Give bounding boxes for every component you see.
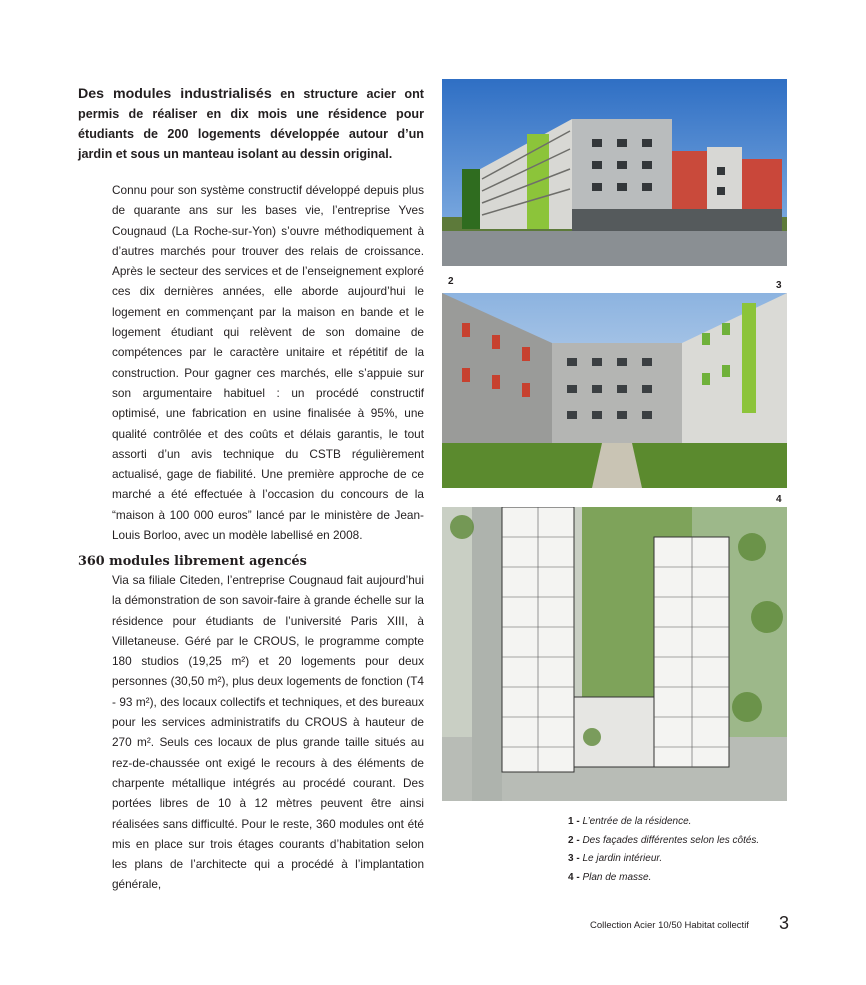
intro-paragraph [78,84,424,164]
caption-2: 2 - Des façades différentes selon les côtés. [568,834,760,846]
photo-residence-entrance [442,79,787,266]
figure-number-4: 4 [776,494,782,505]
section-heading: 360 modules librement agencés [78,554,307,569]
intro-lead: Des modules industrialisés [78,86,272,102]
body-paragraph-1: Connu pour son système constructif développé depuis plus de quarante ans sur les bases vie, l’entreprise Yves Cougnaud (La Roche-sur-Yon) s’ouvre méthodiquement à d’autres marchés pour trouver des relais de croissance. Après le secteur des services et de l’enseignement exploré ces dix dernières années, elle aborde aujourd’hui le logement en commençant par la maison en bande et le logement étudiant qui relèvent de son domaine de compétences par le caractère unitaire et répétitif de la construction. Pour gagner ces marchés, elle s’appuie sur son argumentaire habituel : un procédé constructif optimisé, une fabrication en usine finalisée à 95%, une qualité contrôlée et des coûts et délais garantis, le tout assorti d’un avis technique du CSTB régulièrement actualisé, gage de fiabilité. Une première approche de ce marché a été effectuée à l’occasion du concours de la “maison à 100 000 euros” lancé par le ministère de Jean-Louis Borloo, avec un modèle labellisé en 2008. [112,183,424,543]
site-plan-image [442,507,787,801]
page-number: 3 [779,913,790,933]
caption-4: 4 - Plan de masse. [568,871,652,883]
footer-collection: Collection Acier 10/50 Habitat collectif [590,920,749,931]
caption-1: 1 - L’entrée de la résidence. [568,816,692,827]
body-paragraph-2: Via sa filiale Citeden, l’entreprise Cougnaud fait aujourd’hui la démonstration de son savoir-faire à grande échelle sur la résidence pour étudiants de l’université Paris XIII, à Villetaneuse. Géré par le CROUS, le programme compte 180 studios (19,25 m²) et 20 logements pour deux personnes (30,50 m²), plus deux logements de fonction (T4 - 93 m²), des locaux collectifs et techniques, et des bureaux pour les services administratifs du CROUS à hauteur de 270 m². Seuls ces locaux de plus grande taille situés au rez-de-chaussée ont exigé le recours à des éléments de charpente métallique intégrés au procédé courant. Des portées libres de 10 à 12 mètres peuvent être ainsi réalisées sans difficulté. Pour le reste, 360 modules ont été mis en place sur trois étages courants d’habitation selon les plans de l’architecte qui a procédé à l’implantation générale, [112,573,424,892]
caption-3: 3 - Le jardin intérieur. [568,853,663,864]
intro-text: en structure acier ont permis de réaliser en dix mois une résidence pour étudiants de 200 logements développée autour d’un jardin et sous un manteau isolant au dessin original. [78,87,424,161]
photo-inner-garden [442,293,787,488]
captions [568,813,759,887]
figure-number-3: 3 [776,280,782,291]
figure-number-2: 2 [448,276,454,287]
